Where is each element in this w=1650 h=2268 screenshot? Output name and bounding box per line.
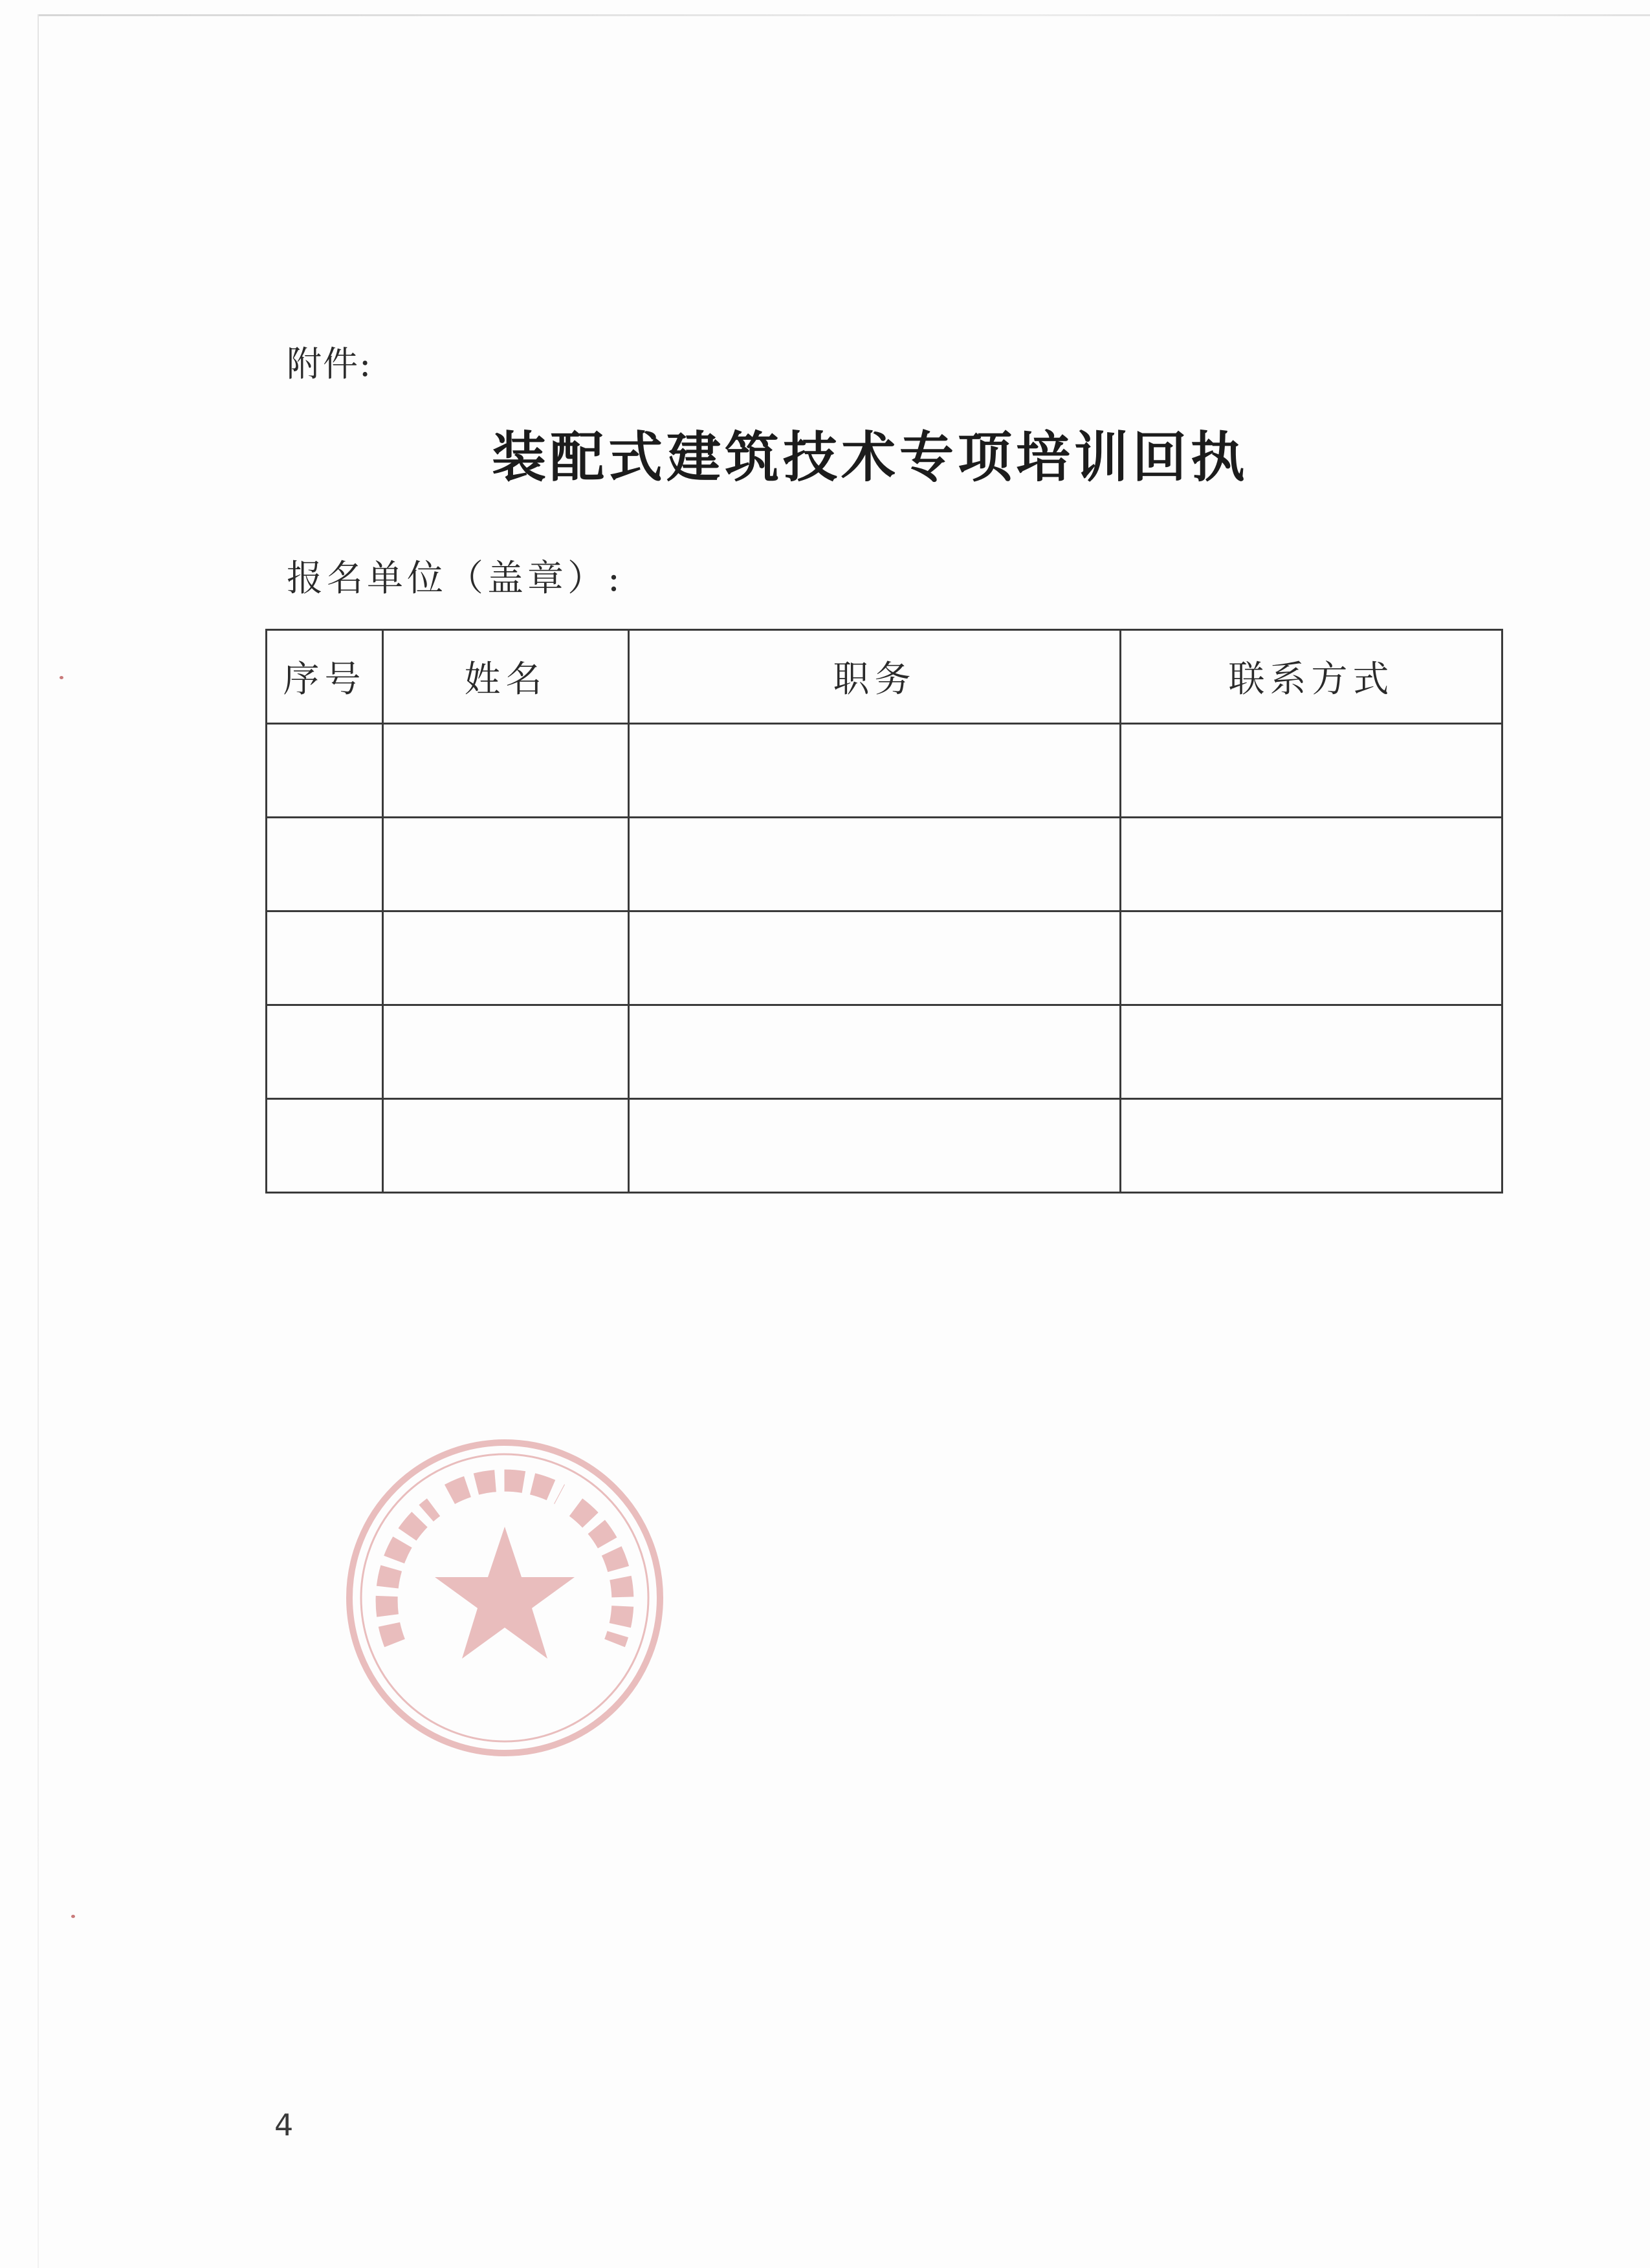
cell-name [383,911,629,1005]
cell-position [629,724,1121,818]
attachment-label: 附件: [287,343,373,384]
table-row [267,1005,1502,1099]
cell-serial-number [267,724,383,818]
cell-serial-number [267,1005,383,1099]
table-row [267,911,1502,1005]
registration-unit-label: 报名单位（盖章）: [287,558,624,600]
header-serial-number: 序号 [267,630,383,724]
cell-contact [1121,724,1502,818]
cell-position [629,1099,1121,1193]
header-position: 职务 [629,630,1121,724]
scan-speck [60,676,63,679]
cell-position [629,911,1121,1005]
cell-name [383,1099,629,1193]
document-title: 装配式建筑技术专项培训回执 [492,425,1249,489]
cell-contact [1121,1005,1502,1099]
cell-position [629,818,1121,911]
scan-edge-left [38,14,39,2268]
header-name: 姓名 [383,630,629,724]
cell-serial-number [267,911,383,1005]
cell-name [383,818,629,911]
table-row [267,724,1502,818]
scan-speck [71,1915,75,1918]
cell-position [629,1005,1121,1099]
official-seal-stamp [336,1430,673,1766]
cell-contact [1121,911,1502,1005]
seal-lettering-arc [576,1507,622,1643]
table-row [267,818,1502,911]
cell-name [383,1005,629,1099]
registration-table [265,629,1503,1194]
seal-lettering-arc [387,1507,434,1643]
header-contact: 联系方式 [1121,630,1502,724]
scan-edge-top [39,14,1650,16]
cell-serial-number [267,1099,383,1193]
table-row [267,1099,1502,1193]
cell-contact [1121,818,1502,911]
table-header-row [267,630,1502,724]
cell-name [383,724,629,818]
page-number: 4 [274,2108,294,2143]
cell-contact [1121,1099,1502,1193]
seal-lettering-arc [450,1481,560,1494]
star-icon [435,1527,575,1659]
cell-serial-number [267,818,383,911]
